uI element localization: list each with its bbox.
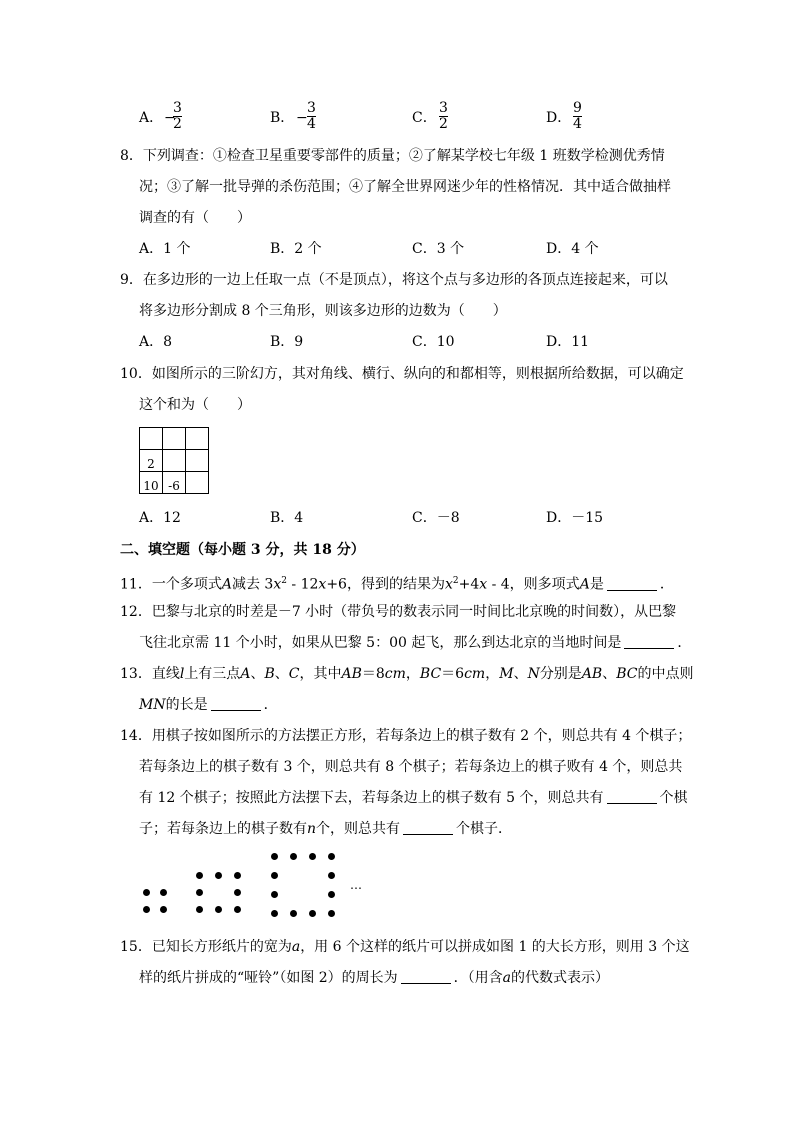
q15-line-2: 样的纸片拼成的“哑铃”（如图 2）的周长为 ．（用含a的代数式表示） [139, 970, 610, 986]
q14-line-2: 若每条边上的棋子数有 3 个，则总共有 8 个棋子；若每条边上的棋子败有 4 个，则总共 [139, 759, 683, 775]
piece-dot [234, 872, 241, 879]
q14-answer-blank-2[interactable] [403, 820, 453, 835]
q11-line: 11．一个多项式A减去 $3x^2 - 12x+6$，得到的结果为$x^2+4x - 4$，则多项式A是 ． [120, 576, 674, 593]
magic-square-cell [140, 428, 163, 450]
q13-line-1: 13．直线l上有三点A、B、C，其中AB＝8cm，BC＝6cm，M、N分别是AB、BC的中点则 [120, 666, 694, 682]
magic-square-grid [139, 427, 209, 494]
piece-dot [290, 910, 297, 917]
q10-option-d: D．－15 [546, 510, 604, 526]
magic-square-cell [163, 450, 186, 472]
q7-option-c-fraction: 3 2 [439, 100, 448, 132]
magic-square-row [140, 450, 209, 472]
magic-square-cell: -6 [163, 472, 186, 494]
piece-dot [290, 853, 297, 860]
piece-dot [196, 889, 203, 896]
q10-option-a: A．12 [139, 510, 181, 526]
piece-dot [328, 891, 335, 898]
q9-line-2: 将多边形分割成 8 个三角形，则该多边形的边数为（ ） [139, 303, 507, 319]
piece-dot [143, 889, 150, 896]
q7-option-b-label: B． [270, 110, 295, 126]
q8-line-2: 况；③了解一批导弹的杀伤范围；④了解全世界网迷少年的性格情况．其中适合做抽样 [139, 179, 671, 195]
q14-answer-blank-1[interactable] [607, 789, 657, 804]
piece-dot [196, 906, 203, 913]
piece-dot [328, 853, 335, 860]
q12-line-2: 飞往北京需 11 个小时，如果从巴黎 5：00 起飞，那么到达北京的当地时间是 ． [139, 635, 692, 651]
q10-line-1: 10．如图所示的三阶幻方，其对角线、横行、纵向的和都相等，则根据所给数据，可以确定 [120, 366, 684, 382]
q15-line-1: 15．已知长方形纸片的宽为a，用 6 个这样的纸片可以拼成如图 1 的大长方形，则用 3 个这 [120, 939, 690, 955]
q8-line-3: 调查的有（ ） [139, 210, 251, 226]
q10-option-b: B．4 [270, 510, 304, 526]
magic-square-row [140, 428, 209, 450]
q9-line-1: 9．在多边形的一边上任取一点（不是顶点），将这个点与多边形的各顶点连接起来，可以 [120, 272, 668, 288]
q12-answer-blank[interactable] [624, 634, 674, 649]
q7-option-a-label: A． [139, 110, 164, 126]
piece-dot [271, 872, 278, 879]
q14-line-1: 14．用棋子按如图所示的方法摆正方形，若每条边上的棋子数有 2 个，则总共有 4 个棋子； [120, 728, 692, 744]
q7-option-c-label: C． [412, 110, 437, 126]
piece-dot [309, 910, 316, 917]
pattern-ellipsis: … [350, 878, 362, 892]
q7-option-a-sign: − [164, 110, 176, 126]
piece-dot [160, 889, 167, 896]
magic-square-cell: 10 [140, 472, 163, 494]
q7-option-d-fraction: 9 4 [573, 100, 582, 132]
q8-option-d: D．4 个 [546, 241, 599, 257]
piece-dot [309, 853, 316, 860]
piece-dot [271, 853, 278, 860]
q8-option-a: A．1 个 [139, 241, 191, 257]
q9-option-d: D．11 [546, 334, 590, 350]
magic-square-cell [163, 428, 186, 450]
q14-line-3: 有 12 个棋子；按照此方法摆下去，若每条边上的棋子数有 5 个，则总共有 个棋 [139, 790, 688, 806]
magic-square-cell [186, 472, 209, 494]
piece-dot [234, 889, 241, 896]
piece-dot [215, 906, 222, 913]
piece-dot [271, 910, 278, 917]
piece-dot [271, 891, 278, 898]
magic-square-cell [186, 428, 209, 450]
q11-answer-blank[interactable] [607, 576, 657, 591]
q9-option-b: B．9 [270, 334, 304, 350]
q10-option-c: C．－8 [412, 510, 460, 526]
piece-dot [143, 906, 150, 913]
q7-option-a-fraction: 3 2 [173, 100, 182, 132]
magic-square-cell [186, 450, 209, 472]
q7-option-b-fraction: 3 4 [307, 100, 316, 132]
piece-dot [215, 872, 222, 879]
magic-square-cell: 2 [140, 450, 163, 472]
piece-dot [328, 910, 335, 917]
section-title-fill-in: 二、填空题（每小题 3 分，共 18 分） [120, 542, 365, 558]
q7-option-b-sign: − [296, 110, 308, 126]
piece-dot [234, 906, 241, 913]
q9-option-a: A．8 [139, 334, 173, 350]
piece-dot [196, 872, 203, 879]
q9-option-c: C．10 [412, 334, 455, 350]
q13-line-2: MN的长是 ． [139, 697, 278, 713]
q7-option-d-label: D． [546, 110, 572, 126]
q8-option-c: C．3 个 [412, 241, 465, 257]
piece-dot [328, 872, 335, 879]
q8-line-1: 8．下列调查：①检查卫星重要零部件的质量；②了解某学校七年级 1 班数学检测优秀情 [120, 148, 665, 164]
q10-line-2: 这个和为（ ） [139, 397, 251, 413]
q12-line-1: 12．巴黎与北京的时差是－7 小时（带负号的数表示同一时间比北京晚的时间数），从巴黎 [120, 604, 677, 620]
q8-option-b: B．2 个 [270, 241, 322, 257]
q13-answer-blank[interactable] [211, 696, 261, 711]
piece-dot [160, 906, 167, 913]
q14-line-4: 子；若每条边上的棋子数有n个，则总共有 个棋子． [139, 821, 513, 837]
magic-square-row [140, 472, 209, 494]
q15-answer-blank[interactable] [401, 969, 451, 984]
